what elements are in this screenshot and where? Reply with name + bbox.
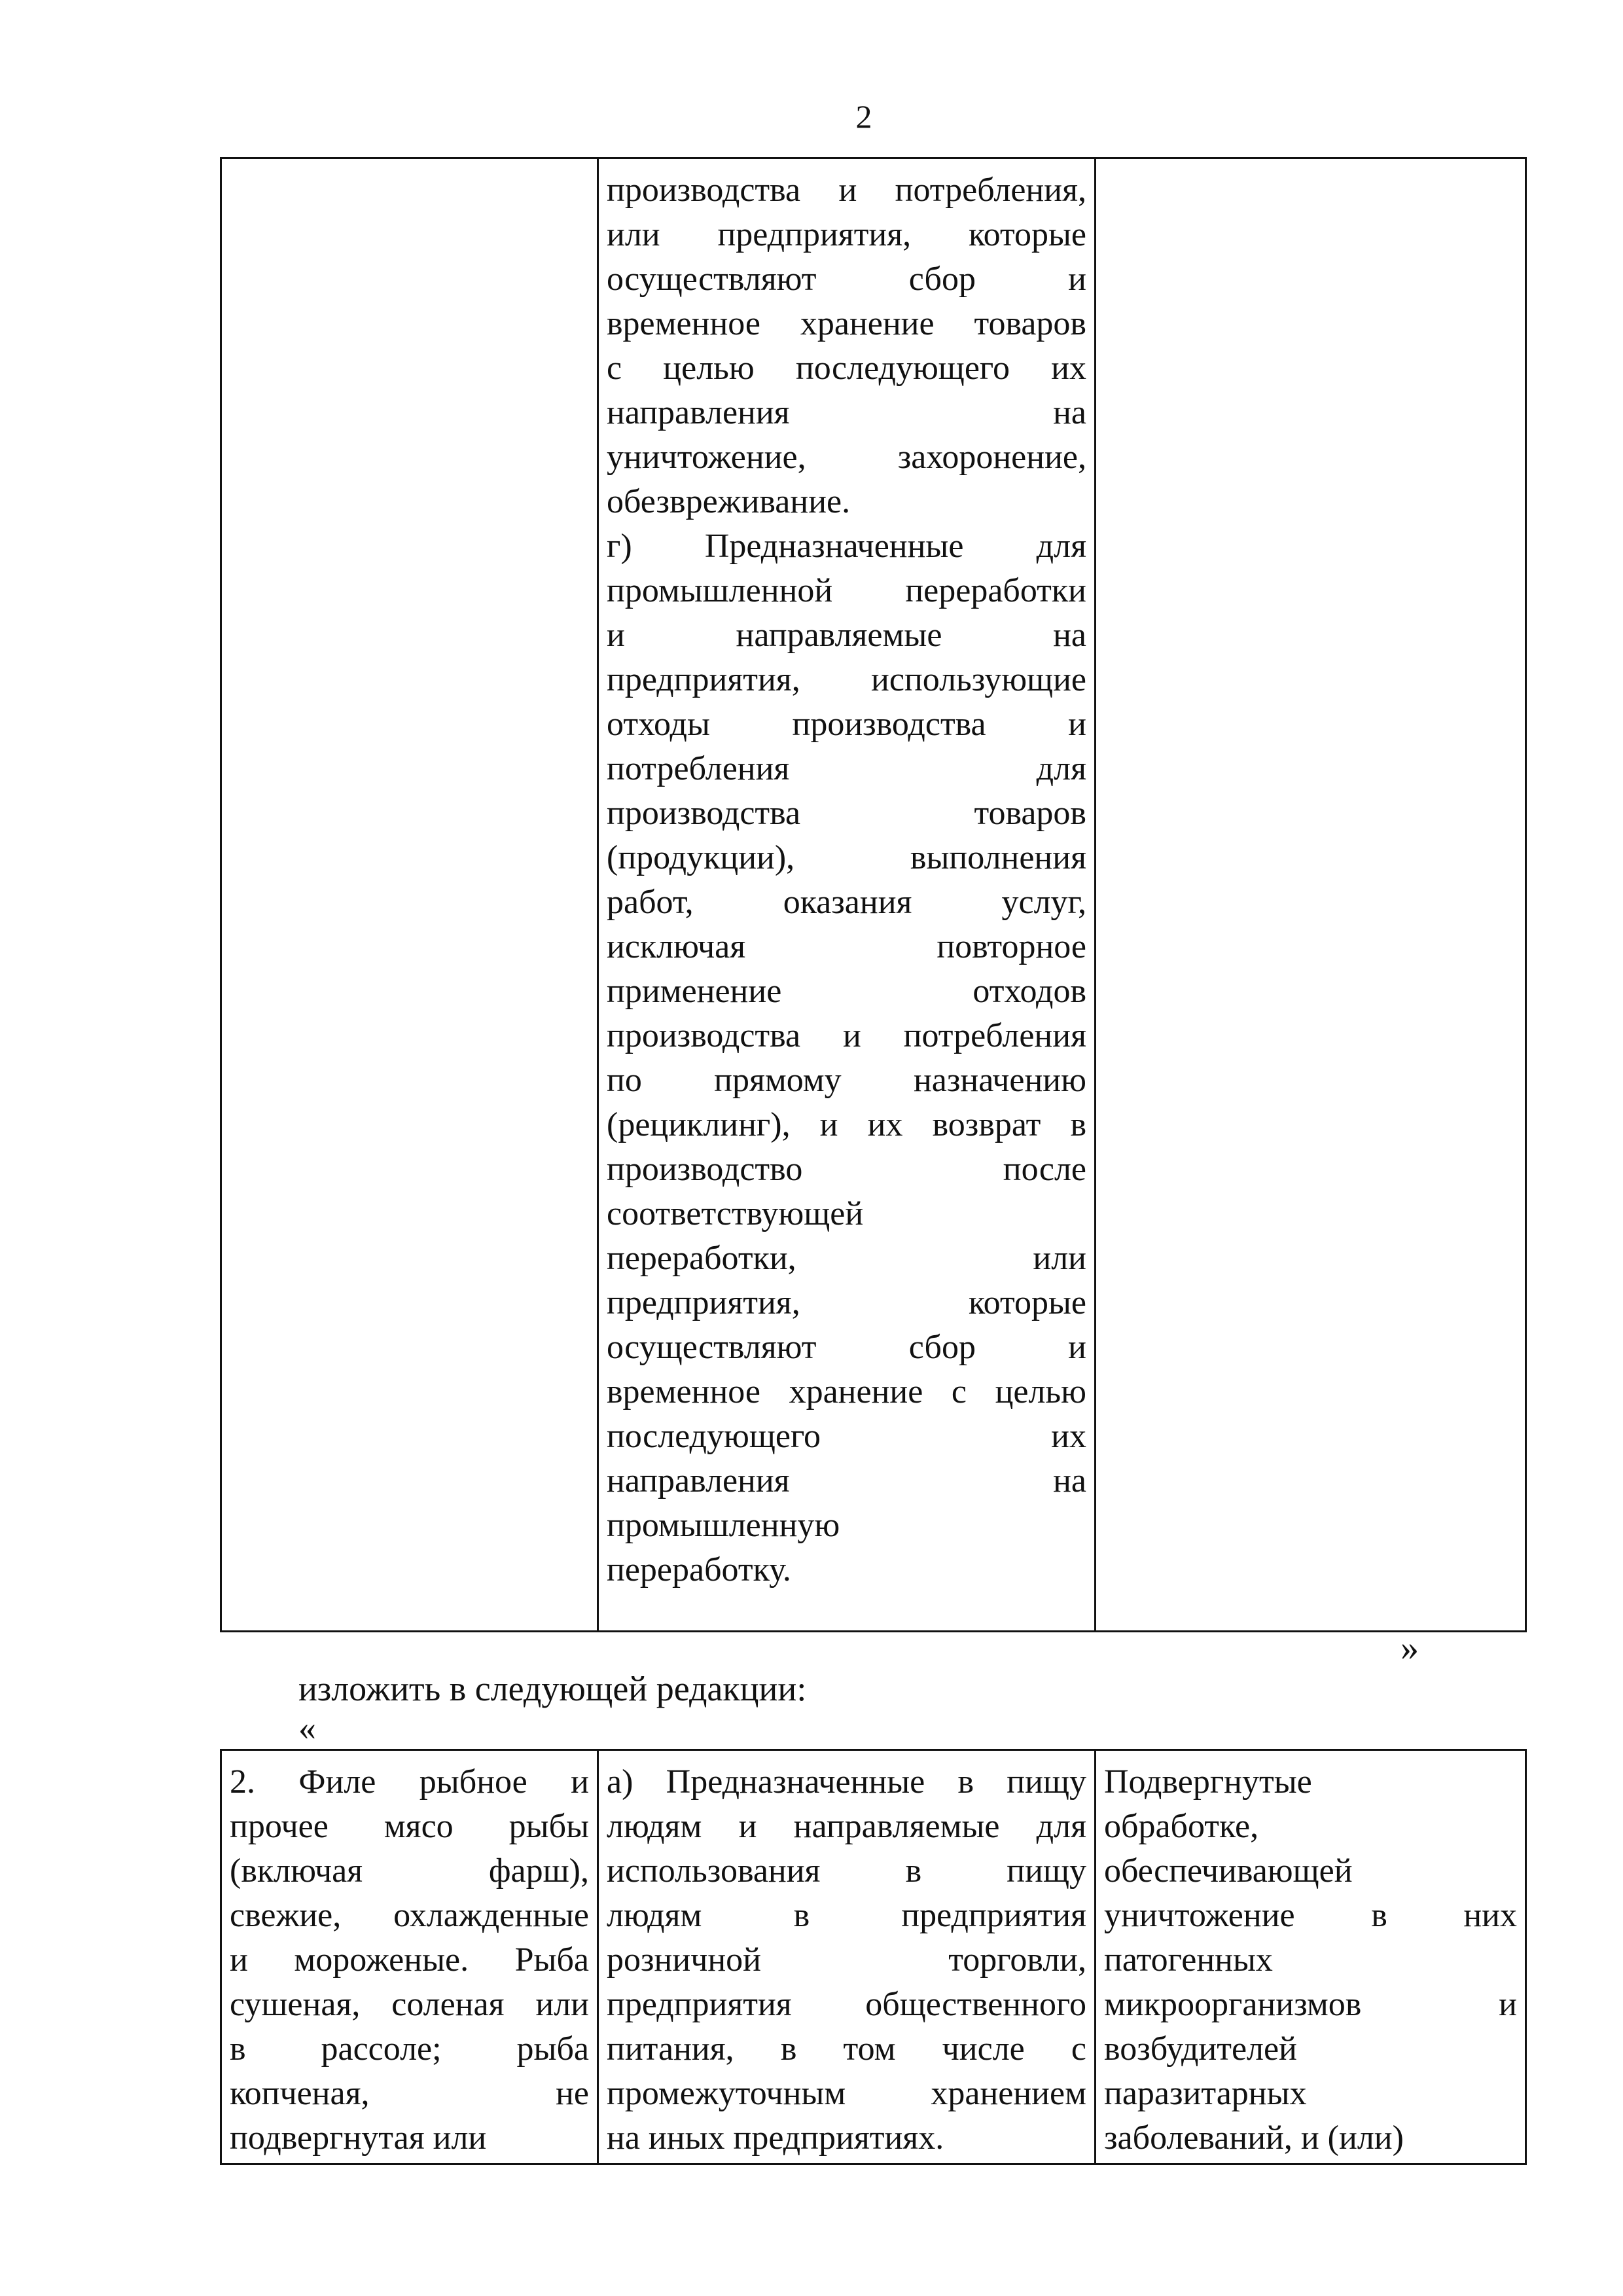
table-row [221,158,1526,1632]
bottom-table-cell-purpose [598,1750,1096,2164]
cell-line: с целью последующего их [607,350,1086,387]
cell-line: обезвреживание. [607,483,851,520]
cell-line: последующего их [607,1418,1086,1455]
cell-line: предприятия, использующие [607,661,1086,698]
cell-line: направления на [607,1462,1086,1499]
closing-quote: » [1400,1628,1419,1668]
cell-line: паразитарных [1104,2075,1307,2112]
cell-line: соответствующей [607,1195,864,1232]
cell-line: людям в предприятия [607,1897,1086,1934]
cell-line: по прямому назначению [607,1062,1086,1099]
cell-line: людям и направляемые для [607,1808,1086,1845]
opening-quote: « [298,1708,316,1748]
cell-line: временное хранение товаров [607,305,1086,342]
cell-line: промежуточным хранением [607,2075,1086,2112]
cell-line: подвергнутая или [230,2119,487,2157]
cell-line: розничной торговли, [607,1941,1086,1979]
cell-line: на иных предприятиях. [607,2119,944,2157]
table-row [221,1750,1526,2164]
cell-line: переработки, или [607,1240,1086,1277]
cell-line: обеспечивающей [1104,1852,1353,1890]
cell-line: промышленной переработки [607,572,1086,609]
cell-line: направления на [607,394,1086,431]
cell-line: (включая фарш), [230,1852,589,1890]
cell-line: обработке, [1104,1808,1259,1845]
cell-line: копченая, не [230,2075,589,2112]
top-table-cell-1 [221,158,598,1632]
cell-line: переработку. [607,1551,791,1588]
bottom-table-cell-product [221,1750,598,2164]
page-number: 2 [855,98,872,135]
top-table-cell-2 [598,158,1096,1632]
cell-line: возбудителей [1104,2030,1297,2068]
cell-line: сушеная, соленая или [230,1986,589,2023]
cell-line: патогенных [1104,1941,1273,1979]
cell-line: в рассоле; рыба [230,2030,589,2068]
cell-line: свежие, охлажденные [230,1897,589,1934]
bottom-table-cell-treatment [1096,1750,1526,2164]
cell-line: Подвергнутые [1104,1763,1312,1801]
cell-line: (рециклинг), и их возврат в [607,1106,1086,1143]
cell-line: прочее мясо рыбы [230,1808,589,1845]
cell-line: исключая повторное [607,928,1086,965]
cell-line: 2. Филе рыбное и [230,1763,589,1801]
cell-line: производства и потребления [607,1017,1086,1054]
cell-line: предприятия, которые [607,1284,1086,1321]
cell-line: производства товаров [607,795,1086,832]
cell-line: предприятия общественного [607,1986,1086,2023]
cell-line: а) Предназначенные в пищу [607,1763,1086,1801]
cell-line: осуществляют сбор и [607,1329,1086,1366]
cell-line: отходы производства и [607,706,1086,743]
cell-line: и направляемые на [607,617,1086,654]
cell-line: микроорганизмов и [1104,1986,1517,2023]
cell-line: заболеваний, и (или) [1104,2119,1404,2157]
cell-line: использования в пищу [607,1852,1086,1890]
cell-line: уничтожение в них [1104,1897,1517,1934]
cell-line: производство после [607,1151,1086,1188]
cell-line: питания, в том числе с [607,2030,1086,2068]
cell-line: применение отходов [607,973,1086,1010]
bottom-table [220,1749,1527,2165]
top-table-cell-3 [1096,158,1526,1632]
cell-line: осуществляют сбор и [607,260,1086,298]
cell-line: потребления для [607,750,1086,787]
intro-text: изложить в следующей редакции: [298,1669,807,1708]
cell-line: и мороженые. Рыба [230,1941,589,1979]
cell-line: г) Предназначенные для [607,528,1086,565]
top-table [220,157,1527,1632]
cell-line: (продукции), выполнения [607,839,1086,876]
cell-line: или предприятия, которые [607,216,1086,253]
cell-line: временное хранение с целью [607,1373,1086,1410]
cell-line: уничтожение, захоронение, [607,439,1086,476]
cell-line: промышленную [607,1507,840,1544]
cell-line: работ, оказания услуг, [607,884,1086,921]
cell-line: производства и потребления, [607,171,1086,209]
